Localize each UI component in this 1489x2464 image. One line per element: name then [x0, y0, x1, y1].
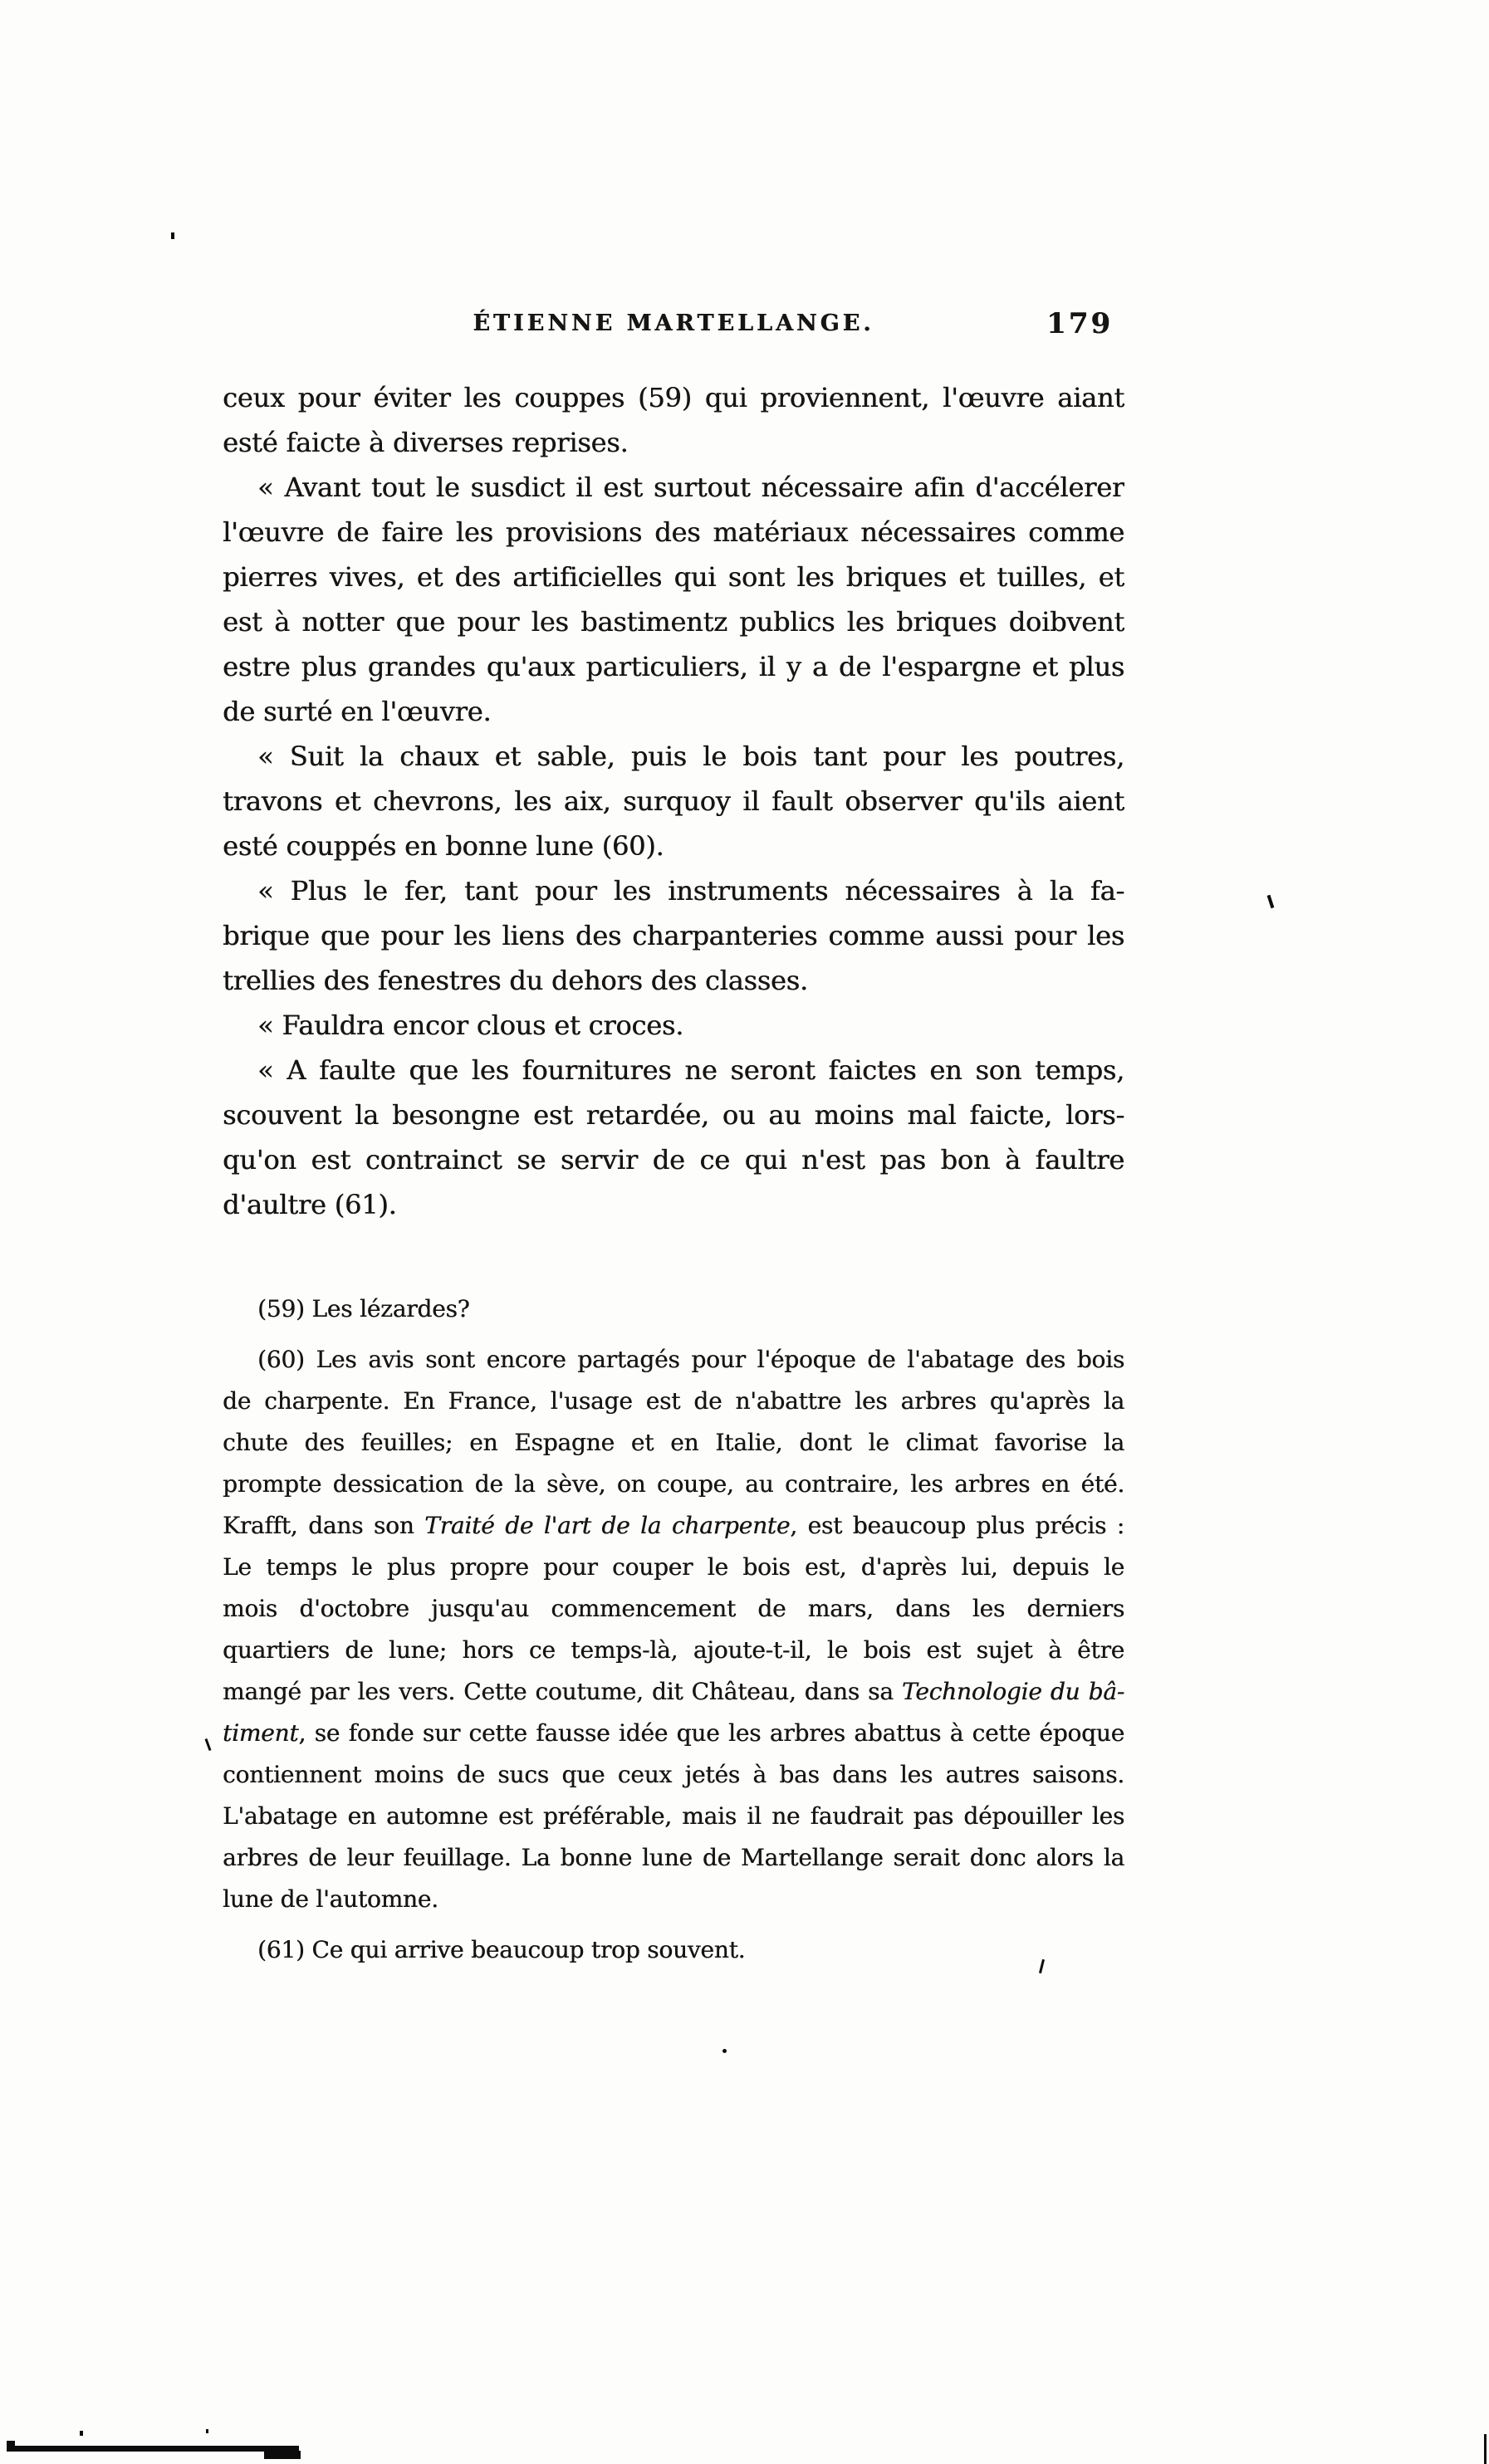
- text-line: [223, 1339, 1124, 1381]
- page-header: [223, 307, 1124, 350]
- italic-text-segment: timent: [223, 1719, 299, 1747]
- text-segment: ceux pour éviter les couppes (59) qui proviennent, l'œuvre aiant: [223, 382, 1124, 413]
- text-line: [223, 824, 1124, 868]
- text-segment: l'œuvre de faire les provisions des matériaux nécessaires comme: [223, 516, 1124, 548]
- text-segment: quartiers de lune; hors ce temps-là, ajoute-t-il, le bois est sujet à être: [223, 1636, 1124, 1664]
- text-segment: qu'on est contrainct se servir de ce qui n'est pas bon à faultre: [223, 1144, 1124, 1176]
- text-line: [223, 958, 1124, 1003]
- text-line: [223, 1422, 1124, 1464]
- text-line: [223, 1929, 1124, 1971]
- body-paragraph: [223, 375, 1124, 465]
- text-segment: « Avant tout le susdict il est surtout nécessaire afin d'accélerer: [257, 472, 1124, 503]
- text-line: [223, 689, 1124, 734]
- text-line: [223, 1048, 1124, 1093]
- scan-stray-mark-artifact: [1267, 895, 1275, 908]
- text-segment: travons et chevrons, les aix, surquoy il fault observer qu'ils aient: [223, 785, 1124, 817]
- scan-speck-artifact: [171, 232, 174, 239]
- scan-speck-artifact: [80, 2431, 83, 2436]
- footnote: [223, 1929, 1124, 1971]
- text-line: [223, 1588, 1124, 1630]
- text-segment: « Suit la chaux et sable, puis le bois tant pour les poutres,: [257, 741, 1124, 772]
- text-segment: estre plus grandes qu'aux particuliers, il y a de l'espargne et plus: [223, 651, 1124, 682]
- text-line: [223, 1630, 1124, 1671]
- text-segment: , se fonde sur cette fausse idée que les arbres abattus à cette époque: [298, 1719, 1124, 1747]
- body-paragraph: [223, 734, 1124, 868]
- text-line: [223, 1713, 1124, 1754]
- scan-smear-artifact: [7, 2446, 299, 2452]
- text-segment: de surté en l'œuvre.: [223, 696, 492, 727]
- text-line: [223, 1547, 1124, 1588]
- body-paragraph: [223, 1003, 1124, 1048]
- text-segment: esté couppés en bonne lune (60).: [223, 830, 664, 862]
- text-line: [223, 1837, 1124, 1879]
- text-line: [223, 1093, 1124, 1137]
- text-line: [223, 1381, 1124, 1422]
- text-line: [223, 1505, 1124, 1547]
- text-line: [223, 1754, 1124, 1796]
- scan-smear-artifact: [7, 2441, 15, 2447]
- text-segment: d'aultre (61).: [223, 1189, 397, 1220]
- running-title: ÉTIENNE MARTELLANGE.: [473, 310, 874, 336]
- footnote: [223, 1339, 1124, 1920]
- text-line: [223, 1003, 1124, 1048]
- text-segment: brique que pour les liens des charpanteries comme aussi pour les: [223, 920, 1124, 951]
- body-text: [223, 375, 1124, 1227]
- scan-speck-artifact: [206, 2429, 208, 2433]
- text-segment: lune de l'automne.: [223, 1885, 438, 1913]
- text-segment: L'abatage en automne est préférable, mais il ne faudrait pas dépouiller les: [223, 1802, 1124, 1830]
- text-line: [223, 1288, 1124, 1330]
- body-paragraph: [223, 868, 1124, 1003]
- text-segment: scouvent la besongne est retardée, ou au moins mal faicte, lors-: [223, 1099, 1124, 1131]
- footnote: [223, 1288, 1124, 1330]
- text-segment: « Fauldra encor clous et croces.: [257, 1010, 684, 1041]
- text-line: [223, 644, 1124, 689]
- text-line: [223, 555, 1124, 599]
- text-line: [223, 510, 1124, 555]
- text-line: [223, 1671, 1124, 1713]
- text-line: [223, 465, 1124, 510]
- text-segment: mangé par les vers. Cette coutume, dit Château, dans sa: [223, 1678, 902, 1705]
- text-segment: « Plus le fer, tant pour les instruments nécessaires à la fa-: [257, 875, 1124, 907]
- text-line: [223, 913, 1124, 958]
- italic-text-segment: Technologie du bâ-: [901, 1678, 1124, 1705]
- text-segment: , est beaucoup plus précis :: [790, 1512, 1124, 1539]
- scan-speck-artifact: [722, 2049, 727, 2053]
- text-line: [223, 1182, 1124, 1227]
- body-paragraph: [223, 465, 1124, 734]
- text-line: [223, 599, 1124, 644]
- text-line: [223, 420, 1124, 465]
- text-line: [223, 734, 1124, 779]
- text-segment: trellies des fenestres du dehors des classes.: [223, 965, 808, 996]
- text-line: [223, 375, 1124, 420]
- body-paragraph: [223, 1048, 1124, 1227]
- text-segment: chute des feuilles; en Espagne et en Italie, dont le climat favorise la: [223, 1429, 1124, 1456]
- text-line: [223, 1464, 1124, 1505]
- text-line: [223, 779, 1124, 824]
- text-segment: « A faulte que les fournitures ne seront faictes en son temps,: [257, 1054, 1124, 1086]
- page-number: 179: [1046, 307, 1113, 340]
- text-line: [223, 1137, 1124, 1182]
- text-segment: mois d'octobre jusqu'au commencement de mars, dans les derniers: [223, 1595, 1124, 1622]
- italic-text-segment: Traité de l'art de la charpente: [424, 1512, 791, 1539]
- text-segment: (61) Ce qui arrive beaucoup trop souvent.: [257, 1936, 746, 1963]
- text-segment: arbres de leur feuillage. La bonne lune de Martellange serait donc alors la: [223, 1844, 1124, 1871]
- text-segment: esté faicte à diverses reprises.: [223, 427, 629, 458]
- text-segment: prompte dessication de la sève, on coupe, au contraire, les arbres en été.: [223, 1470, 1124, 1498]
- text-segment: de charpente. En France, l'usage est de n'abattre les arbres qu'après la: [223, 1387, 1124, 1415]
- text-line: [223, 1879, 1124, 1920]
- footnotes-section: [223, 1288, 1124, 1971]
- text-segment: (59) Les lézardes?: [257, 1295, 470, 1322]
- text-segment: (60) Les avis sont encore partagés pour l'époque de l'abatage des bois: [257, 1346, 1124, 1373]
- text-segment: Krafft, dans son: [223, 1512, 425, 1539]
- text-segment: est à notter que pour les bastimentz publics les briques doibvent: [223, 606, 1124, 638]
- text-line: [223, 868, 1124, 913]
- scan-stray-mark-artifact: [205, 1738, 212, 1751]
- text-segment: pierres vives, et des artificielles qui sont les briques et tuilles, et: [223, 561, 1124, 593]
- text-line: [223, 1796, 1124, 1837]
- scan-smear-artifact: [264, 2451, 301, 2459]
- text-segment: contiennent moins de sucs que ceux jetés à bas dans les autres saisons.: [223, 1761, 1124, 1788]
- text-segment: Le temps le plus propre pour couper le bois est, d'après lui, depuis le: [223, 1553, 1124, 1581]
- scan-edge-artifact: [1484, 2434, 1487, 2464]
